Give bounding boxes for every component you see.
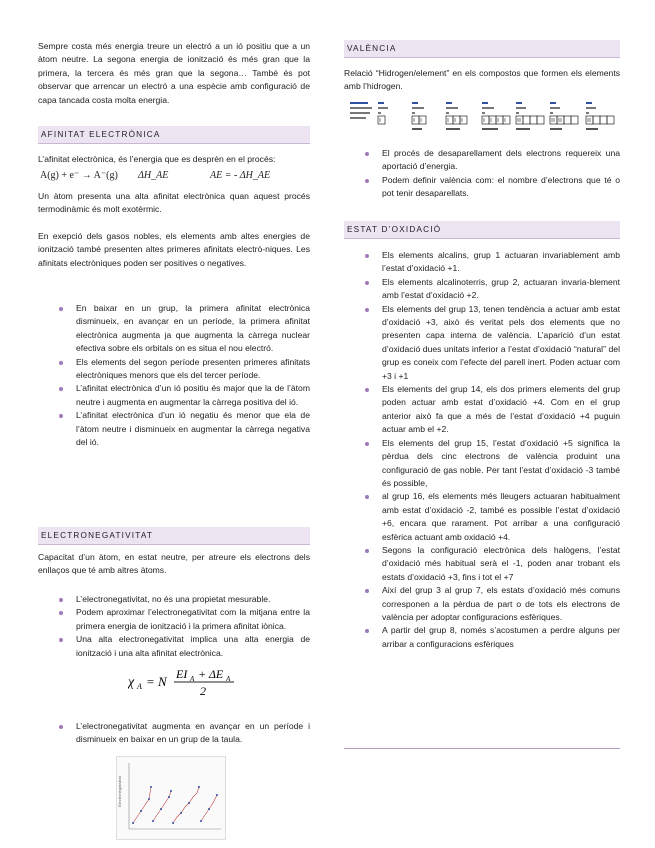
list-item: L’afinitat electrònica d’un ió positiu és major que la de l’àtom neutre i augmenta en augmentar la càrrega positiva del ió.: [38, 382, 310, 409]
afinitat-bullet-list: [38, 302, 310, 449]
afinitat-paragraph-3: En exepció dels gasos nobles, els elements amb altes energies de ionització també presenten altes primeres afinitats electrò-niques. Les afinitats electròniques poden ser positives o negatives.: [38, 231, 310, 268]
list-item: El procés de desaparellament dels electrons requereix una aportació d’energia.: [344, 147, 620, 174]
svg-text:EI: EI: [176, 667, 188, 681]
list-item: L’electronegativitat, no és una propietat mesurable.: [38, 593, 310, 606]
list-item: Els elements alcalins, grup 1 actuaran invariablement amb l’estat d’oxidació +1.: [344, 249, 620, 276]
list-item: Podem aproximar l’electronegativitat com la mitjana entre la primera energia de ionització i la primera afinitat iònica.: [38, 606, 310, 633]
svg-text:2: 2: [200, 684, 206, 698]
svg-text:+ ΔE: + ΔE: [198, 667, 224, 681]
valencia-definition: Relació “Hidrogen/element” en els compostos que formen els elements amb l’hidrogen.: [344, 68, 620, 92]
electronegativitat-bullet-list: [38, 593, 310, 660]
valencia-table-image: [350, 100, 616, 144]
formula-graphic: [128, 664, 288, 698]
afinitat-paragraph-2: Un àtom presenta una alta afinitat electrònica quan aquest procés termodinàmic és molt exotèrmic.: [38, 191, 310, 215]
list-item: En baixar en un grup, la primera afinitat electrònica disminueix, en avançar en un període, la primera afinitat electrònica augmenta ja que augmenta la càrrega nuclear efectiva sobre els orbitals on es situa el nou electró.: [38, 302, 310, 356]
formula-enthalpy: ΔH_AE: [138, 170, 169, 181]
list-item: Podem definir valència com: el nombre d’electrons que té o pot tenir desaparellats.: [344, 174, 620, 201]
electronegativitat-chart-image: [116, 756, 226, 840]
list-item: Els elements alcalinoterris, grup 2, actuaran invaria-blement amb l’estat d’oxidació +2.: [344, 276, 620, 303]
valencia-table-graphic: [350, 100, 616, 144]
list-item: Una alta electronegativitat implica una alta energia de ionització i una alta afinitat electrònica.: [38, 633, 310, 660]
bottom-divider: [344, 748, 620, 749]
section-header-oxidacio: ESTAT D’OXIDACIÓ: [344, 221, 620, 239]
svg-text:= N: = N: [146, 674, 167, 689]
electronegativitat-formula: [128, 664, 288, 698]
list-item: Els elements del grup 13, tenen tendència a actuar amb estat d’oxidació +3, això és veritat pels dos elements que no presenten capa interna de valència. L’aparició d’un estat d’oxidació dues unitats inferior a l’estat d’oxidació “natural” del grup es coneix com l’efecte del parell inert. Poden actuar com +3 i +1: [344, 303, 620, 383]
intro-paragraph: Sempre costa més energia treure un electró a un ió positiu que a un àtom neutre. La segona energia de ionització és més gran que la primera, la tercera és més gran que la segona… També és pot observar que arrencar un electró a una espècie amb configuració de capa tancada costa molta energia.: [38, 41, 310, 105]
list-item: Els elements del grup 14, els dos primers elements del grup poden actuar amb estat d’oxidació +4. Com en el grup anterior això fa que a més de l’estat d’oxidació +4 puguin actuar amb el +2.: [344, 383, 620, 437]
electronegativitat-definition: Capacitat d’un àtom, en estat neutre, per atreure els electrons dels enllaços que té amb altres àtoms.: [38, 552, 310, 576]
valencia-bullet-list: [344, 147, 620, 201]
chart-graphic: [117, 757, 225, 839]
list-item: Els elements del segon període presenten primeres afinitats electròniques menors que els del tercer període.: [38, 356, 310, 383]
svg-text:A: A: [190, 675, 195, 683]
section-header-electronegativitat: ELECTRONEGATIVITAT: [38, 527, 310, 545]
svg-text:A: A: [137, 682, 142, 691]
afinitat-formula: [38, 170, 310, 188]
list-item: A partir del grup 8, només s’acostumen a perdre alguns per arribar a configuracions esfèriques: [344, 624, 620, 651]
afinitat-definition: L’afinitat electrònica, és l’energia que es desprèn en el procés:: [38, 154, 276, 164]
section-header-afinitat: AFINITAT ELECTRÒNICA: [38, 126, 310, 144]
svg-text:A: A: [226, 675, 231, 683]
list-item: Els elements del grup 15, l’estat d’oxidació +5 significa la pèrdua dels cinc electrons de valència produint una configuració de gas noble. Per tant l’estat d’oxidació -3 també és possible,: [344, 437, 620, 491]
oxidacio-bullet-list: [344, 249, 620, 651]
list-item: Segons la configuració electrònica dels halògens, l’estat d’oxidació més habitual serà el -1, poden anar trobant els estats d’oxidació +3, fins i tot el +7: [344, 544, 620, 584]
section-header-valencia: VALÈNCIA: [344, 40, 620, 58]
chart-axis-label: Electronegativitat: [117, 776, 122, 807]
list-item: Així del grup 3 al grup 7, els estats d’oxidació més comuns corresponen a la pèrdua de part o de tots els electrons de valència per adoptar configuracions esfèriques.: [344, 584, 620, 624]
electronegativitat-bullet-list-2: [38, 720, 310, 747]
list-item: L’electronegativitat augmenta en avançar en un període i disminueix en baixar en un grup de la taula.: [38, 720, 310, 747]
list-item: L’afinitat electrònica d’un ió negatiu és menor que ela de l’àtom neutre i disminueix en augmentar la càrrega negativa del ió.: [38, 409, 310, 449]
formula-reaction: A(g) + e⁻ → A⁻(g): [40, 170, 118, 181]
list-item: al grup 16, els elements més lleugers actuaran habitualment amb estat d’oxidació -2, també es possible l’estat d’oxidació +6, encara que rarament. Pot arribar a una configuració esfèrica actuant amb oxidació +4.: [344, 490, 620, 544]
svg-text:χ: χ: [128, 675, 135, 690]
formula-ae: AE = - ΔH_AE: [210, 170, 271, 181]
